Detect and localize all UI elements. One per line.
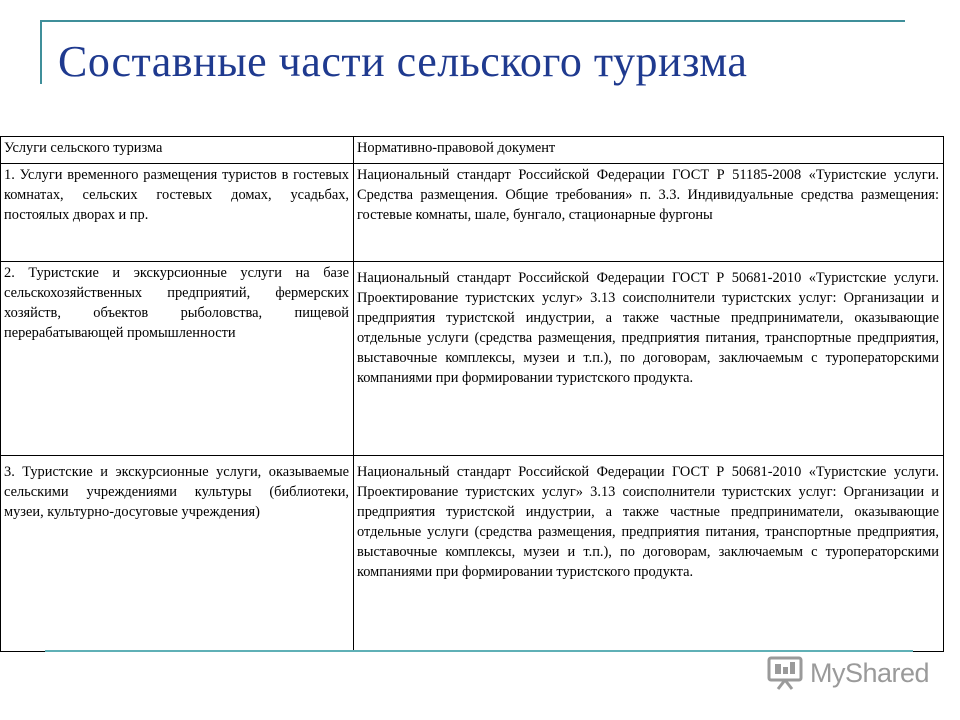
table-row [1,164,944,262]
document-cell: Национальный стандарт Российской Федерации ГОСТ Р 50681-2010 «Туристские услуги. Проектирование туристских услуг» 3.13 соисполнители туристских услуг: Организации и предприятия туристской индустрии, а также частные предприниматели, оказывающие отдельные услуги (средства размещения, предприятия питания, транспортные предприятия, выставочные комплексы, музеи и т.п.), по договорам, заключаемым с туроператорскими компаниями при формировании туристского продукта. [354,262,944,456]
table-header-document: Нормативно-правовой документ [354,137,944,164]
bottom-rule [45,650,913,652]
service-cell: 2. Туристские и экскурсионные услуги на базе сельскохозяйственных предприятий, фермерских хозяйств, объектов рыболовства, пищевой перерабатывающей промышленности [1,262,354,456]
title-frame-left-line [40,20,42,84]
service-cell: 1. Услуги временного размещения туристов в гостевых комнатах, сельских гостевых домах, усадьбах, постоялых дворах и пр. [1,164,354,262]
table-row [1,262,944,456]
table-header-row [1,137,944,164]
watermark-text: MyShared [810,657,930,688]
title-frame-top-line [40,20,905,22]
service-cell: 3. Туристские и экскурсионные услуги, оказываемые сельскими учреждениями культуры (библиотеки, музеи, культурно-досуговые учреждения) [1,456,354,652]
watermark-logo [766,655,929,691]
slide-title: Составные части сельского туризма [58,37,748,86]
table-header-services: Услуги сельского туризма [1,137,354,164]
document-cell: Национальный стандарт Российской Федерации ГОСТ Р 50681-2010 «Туристские услуги. Проектирование туристских услуг» 3.13 соисполнители туристских услуг: Организации и предприятия туристской индустрии, а также частные предприниматели, оказывающие отдельные услуги (средства размещения, предприятия питания, транспортные предприятия, выставочные комплексы, музеи и т.п.), по договорам, заключаемым с туроператорскими компаниями при формировании туристского продукта. [354,456,944,652]
document-cell: Национальный стандарт Российской Федерации ГОСТ Р 51185-2008 «Туристские услуги. Средства размещения. Общие требования» п. 3.3. Индивидуальные средства размещения: гостевые комнаты, шале, бунгало, стационарные фургоны [354,164,944,262]
presentation-board-icon [766,656,804,690]
services-table [0,136,944,652]
table-row [1,456,944,652]
